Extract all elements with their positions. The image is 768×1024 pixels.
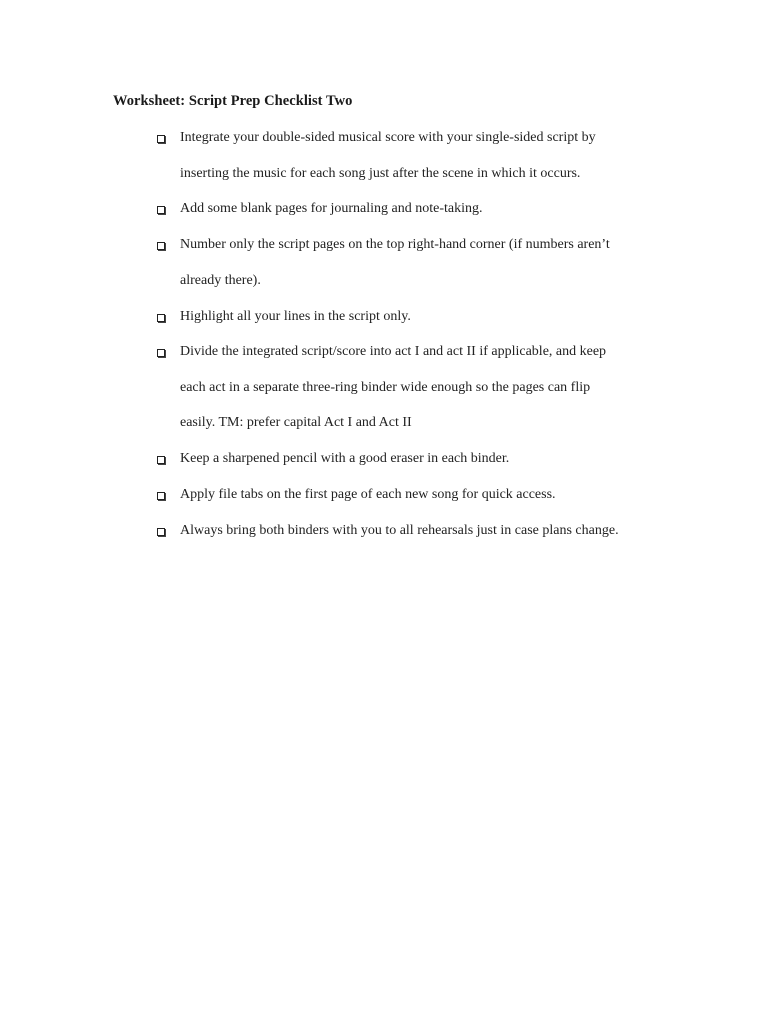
checklist-item-text: inserting the music for each song just after the scene in which it occurs. (180, 166, 581, 181)
checklist-item-text: Number only the script pages on the top right-hand corner (if numbers aren’t (180, 237, 610, 252)
checklist-item-text: easily. TM: prefer capital Act I and Act II (180, 415, 412, 430)
page-title: Worksheet: Script Prep Checklist Two (113, 93, 353, 109)
checkbox-icon (157, 314, 165, 322)
checklist-item-text: Add some blank pages for journaling and note-taking. (180, 201, 483, 216)
checkbox-icon (157, 242, 165, 250)
checklist-item-text: Apply file tabs on the first page of each new song for quick access. (180, 487, 556, 502)
checkbox-icon (157, 528, 165, 536)
checkbox-icon (157, 492, 165, 500)
checklist-item-text: already there). (180, 273, 261, 288)
checklist-item-text: each act in a separate three-ring binder wide enough so the pages can flip (180, 380, 591, 395)
checkbox-icon (157, 349, 165, 357)
checkbox-icon (157, 206, 165, 214)
checklist-item-text: Keep a sharpened pencil with a good eraser in each binder. (180, 451, 510, 466)
checkbox-icon (157, 135, 165, 143)
checkbox-icon (157, 456, 165, 464)
checklist-item-text: Integrate your double-sided musical score with your single-sided script by (180, 130, 596, 145)
checklist-item-text: Highlight all your lines in the script only. (180, 309, 411, 324)
checklist-item-text: Always bring both binders with you to all rehearsals just in case plans change. (180, 523, 619, 538)
checklist-item-text: Divide the integrated script/score into act I and act II if applicable, and keep (180, 344, 607, 359)
